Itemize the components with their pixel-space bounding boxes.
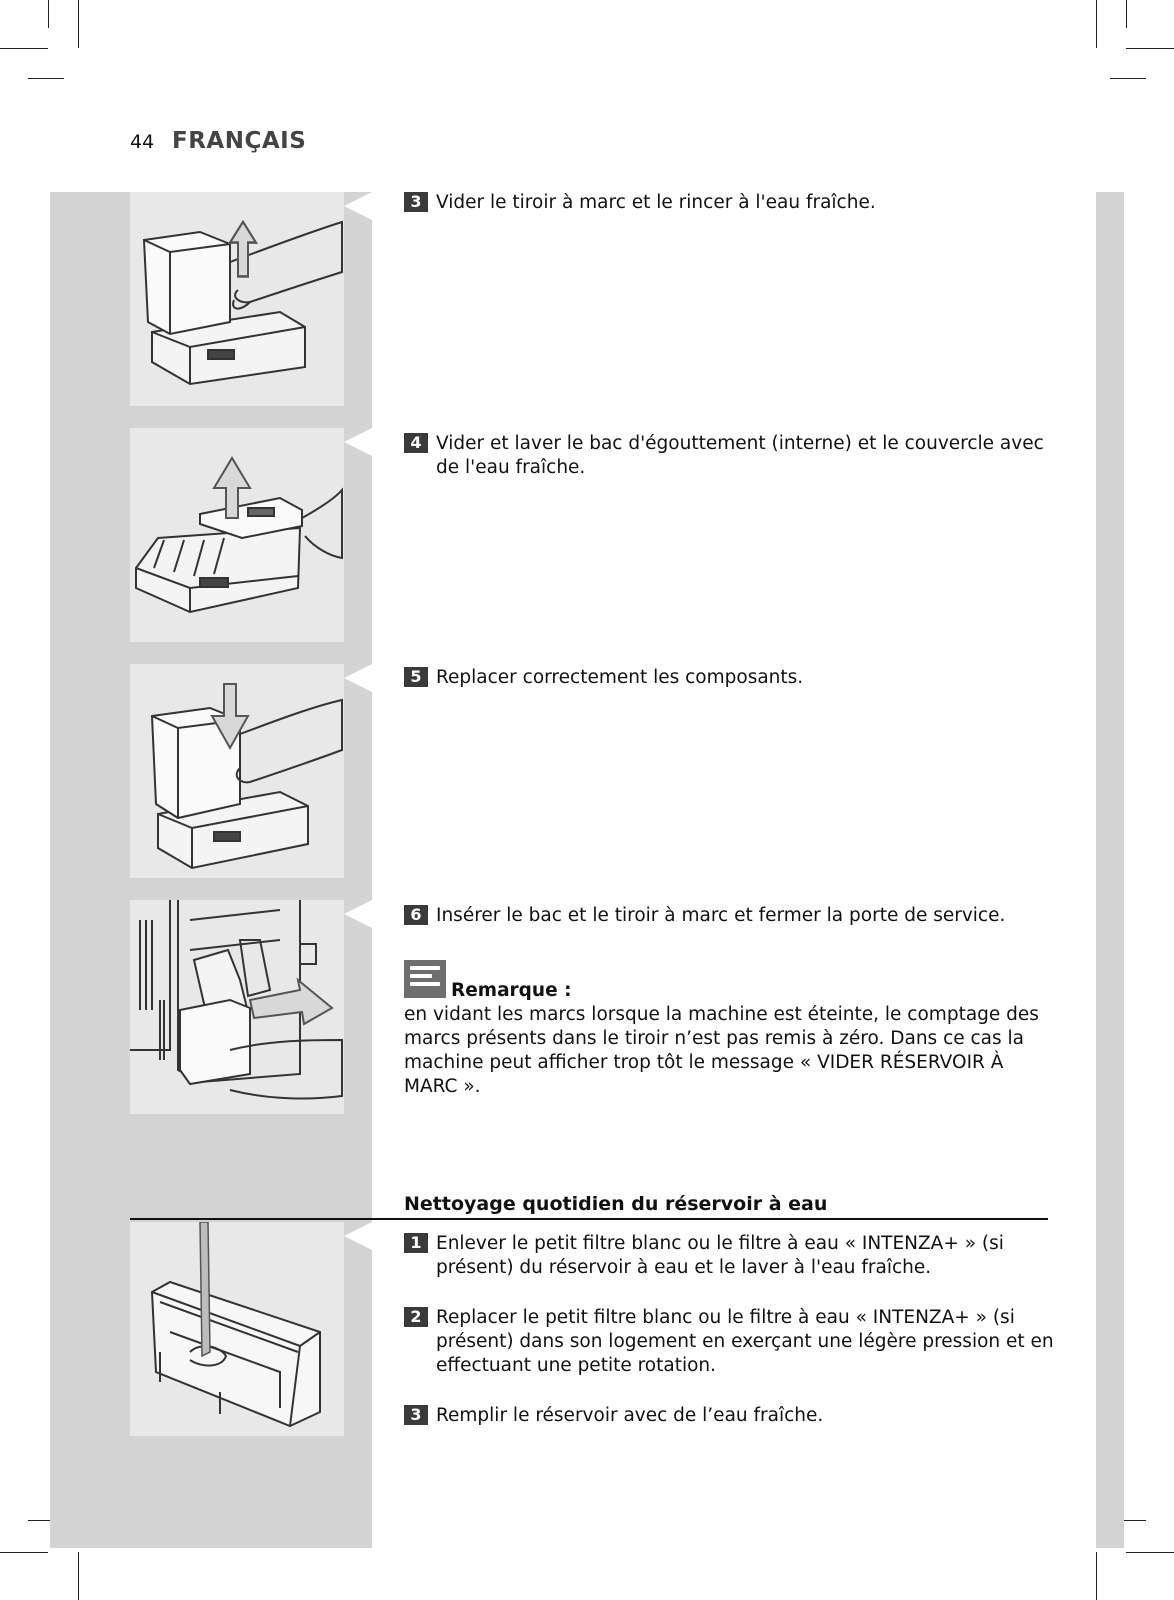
crop-mark <box>78 0 79 48</box>
step-text: Replacer correctement les composants. <box>436 667 804 688</box>
crop-mark <box>78 1552 79 1600</box>
crop-mark <box>28 78 64 79</box>
crop-mark <box>1126 0 1127 28</box>
step-text: Vider et laver le bac d'égouttement (interne) et le couvercle avec de l'eau fraîche. <box>436 433 1044 478</box>
step-5-replace-components <box>404 666 1054 690</box>
crop-mark <box>0 1552 48 1553</box>
right-margin-band <box>1096 192 1124 1548</box>
page-number: 44 <box>130 131 155 153</box>
illustration-replace-components <box>130 664 344 878</box>
illustration-water-tank <box>130 1222 344 1436</box>
step-pointer <box>344 664 372 692</box>
step-number-badge: 5 <box>404 667 428 687</box>
step-4-wash-drip-tray <box>404 432 1054 480</box>
step-text: Replacer le petit filtre blanc ou le filtre à eau « INTENZA+ » (si présent) dans son logement en exerçant une légère pression et en effectuant une petite rotation. <box>436 1307 1054 1376</box>
tank-step-1-remove-filter <box>404 1232 1054 1280</box>
section-divider <box>130 1218 1048 1220</box>
step-number-badge: 3 <box>404 192 428 212</box>
note-body: en vidant les marcs lorsque la machine est éteinte, le comptage des marcs présents dans le tiroir n’est pas remis à zéro. Dans ce cas la machine peut afficher trop tôt le message « VIDER RÉSERVOIR À MARC ». <box>404 1004 1039 1097</box>
step-6-insert-and-close <box>404 904 1054 928</box>
step-pointer <box>344 900 372 928</box>
crop-mark <box>48 0 49 28</box>
section-title: Nettoyage quotidien du réservoir à eau <box>404 1193 828 1215</box>
tank-step-3-refill <box>404 1404 1054 1428</box>
step-text: Insérer le bac et le tiroir à marc et fermer la porte de service. <box>436 905 1006 926</box>
crop-mark <box>1126 48 1174 49</box>
step-pointer <box>344 192 372 220</box>
step-3-empty-grounds-drawer <box>404 191 1054 215</box>
illustration-insert-drawer-machine <box>130 900 344 1114</box>
step-number-badge: 3 <box>404 1405 428 1425</box>
illustration-drip-tray-cover <box>130 428 344 642</box>
step-number-badge: 1 <box>404 1233 428 1253</box>
step-number-badge: 2 <box>404 1307 428 1327</box>
step-text: Enlever le petit filtre blanc ou le filtre à eau « INTENZA+ » (si présent) du réservoir à eau et le laver à l'eau fraîche. <box>436 1233 1004 1278</box>
language-heading: FRANÇAIS <box>172 128 307 154</box>
crop-mark <box>0 48 48 49</box>
note-icon <box>404 960 446 998</box>
crop-mark <box>1096 0 1097 48</box>
step-number-badge: 6 <box>404 905 428 925</box>
crop-mark <box>1110 78 1146 79</box>
step-number-badge: 4 <box>404 433 428 453</box>
crop-mark <box>1126 1552 1174 1553</box>
crop-mark <box>1096 1552 1097 1600</box>
step-text: Vider le tiroir à marc et le rincer à l'eau fraîche. <box>436 192 876 213</box>
note-title: Remarque : <box>451 980 572 1001</box>
illustration-grounds-drawer-remove <box>130 192 344 406</box>
tank-step-2-replace-filter <box>404 1306 1054 1378</box>
step-text: Remplir le réservoir avec de l’eau fraîche. <box>436 1405 824 1426</box>
step-pointer <box>344 1222 372 1250</box>
step-pointer <box>344 428 372 456</box>
